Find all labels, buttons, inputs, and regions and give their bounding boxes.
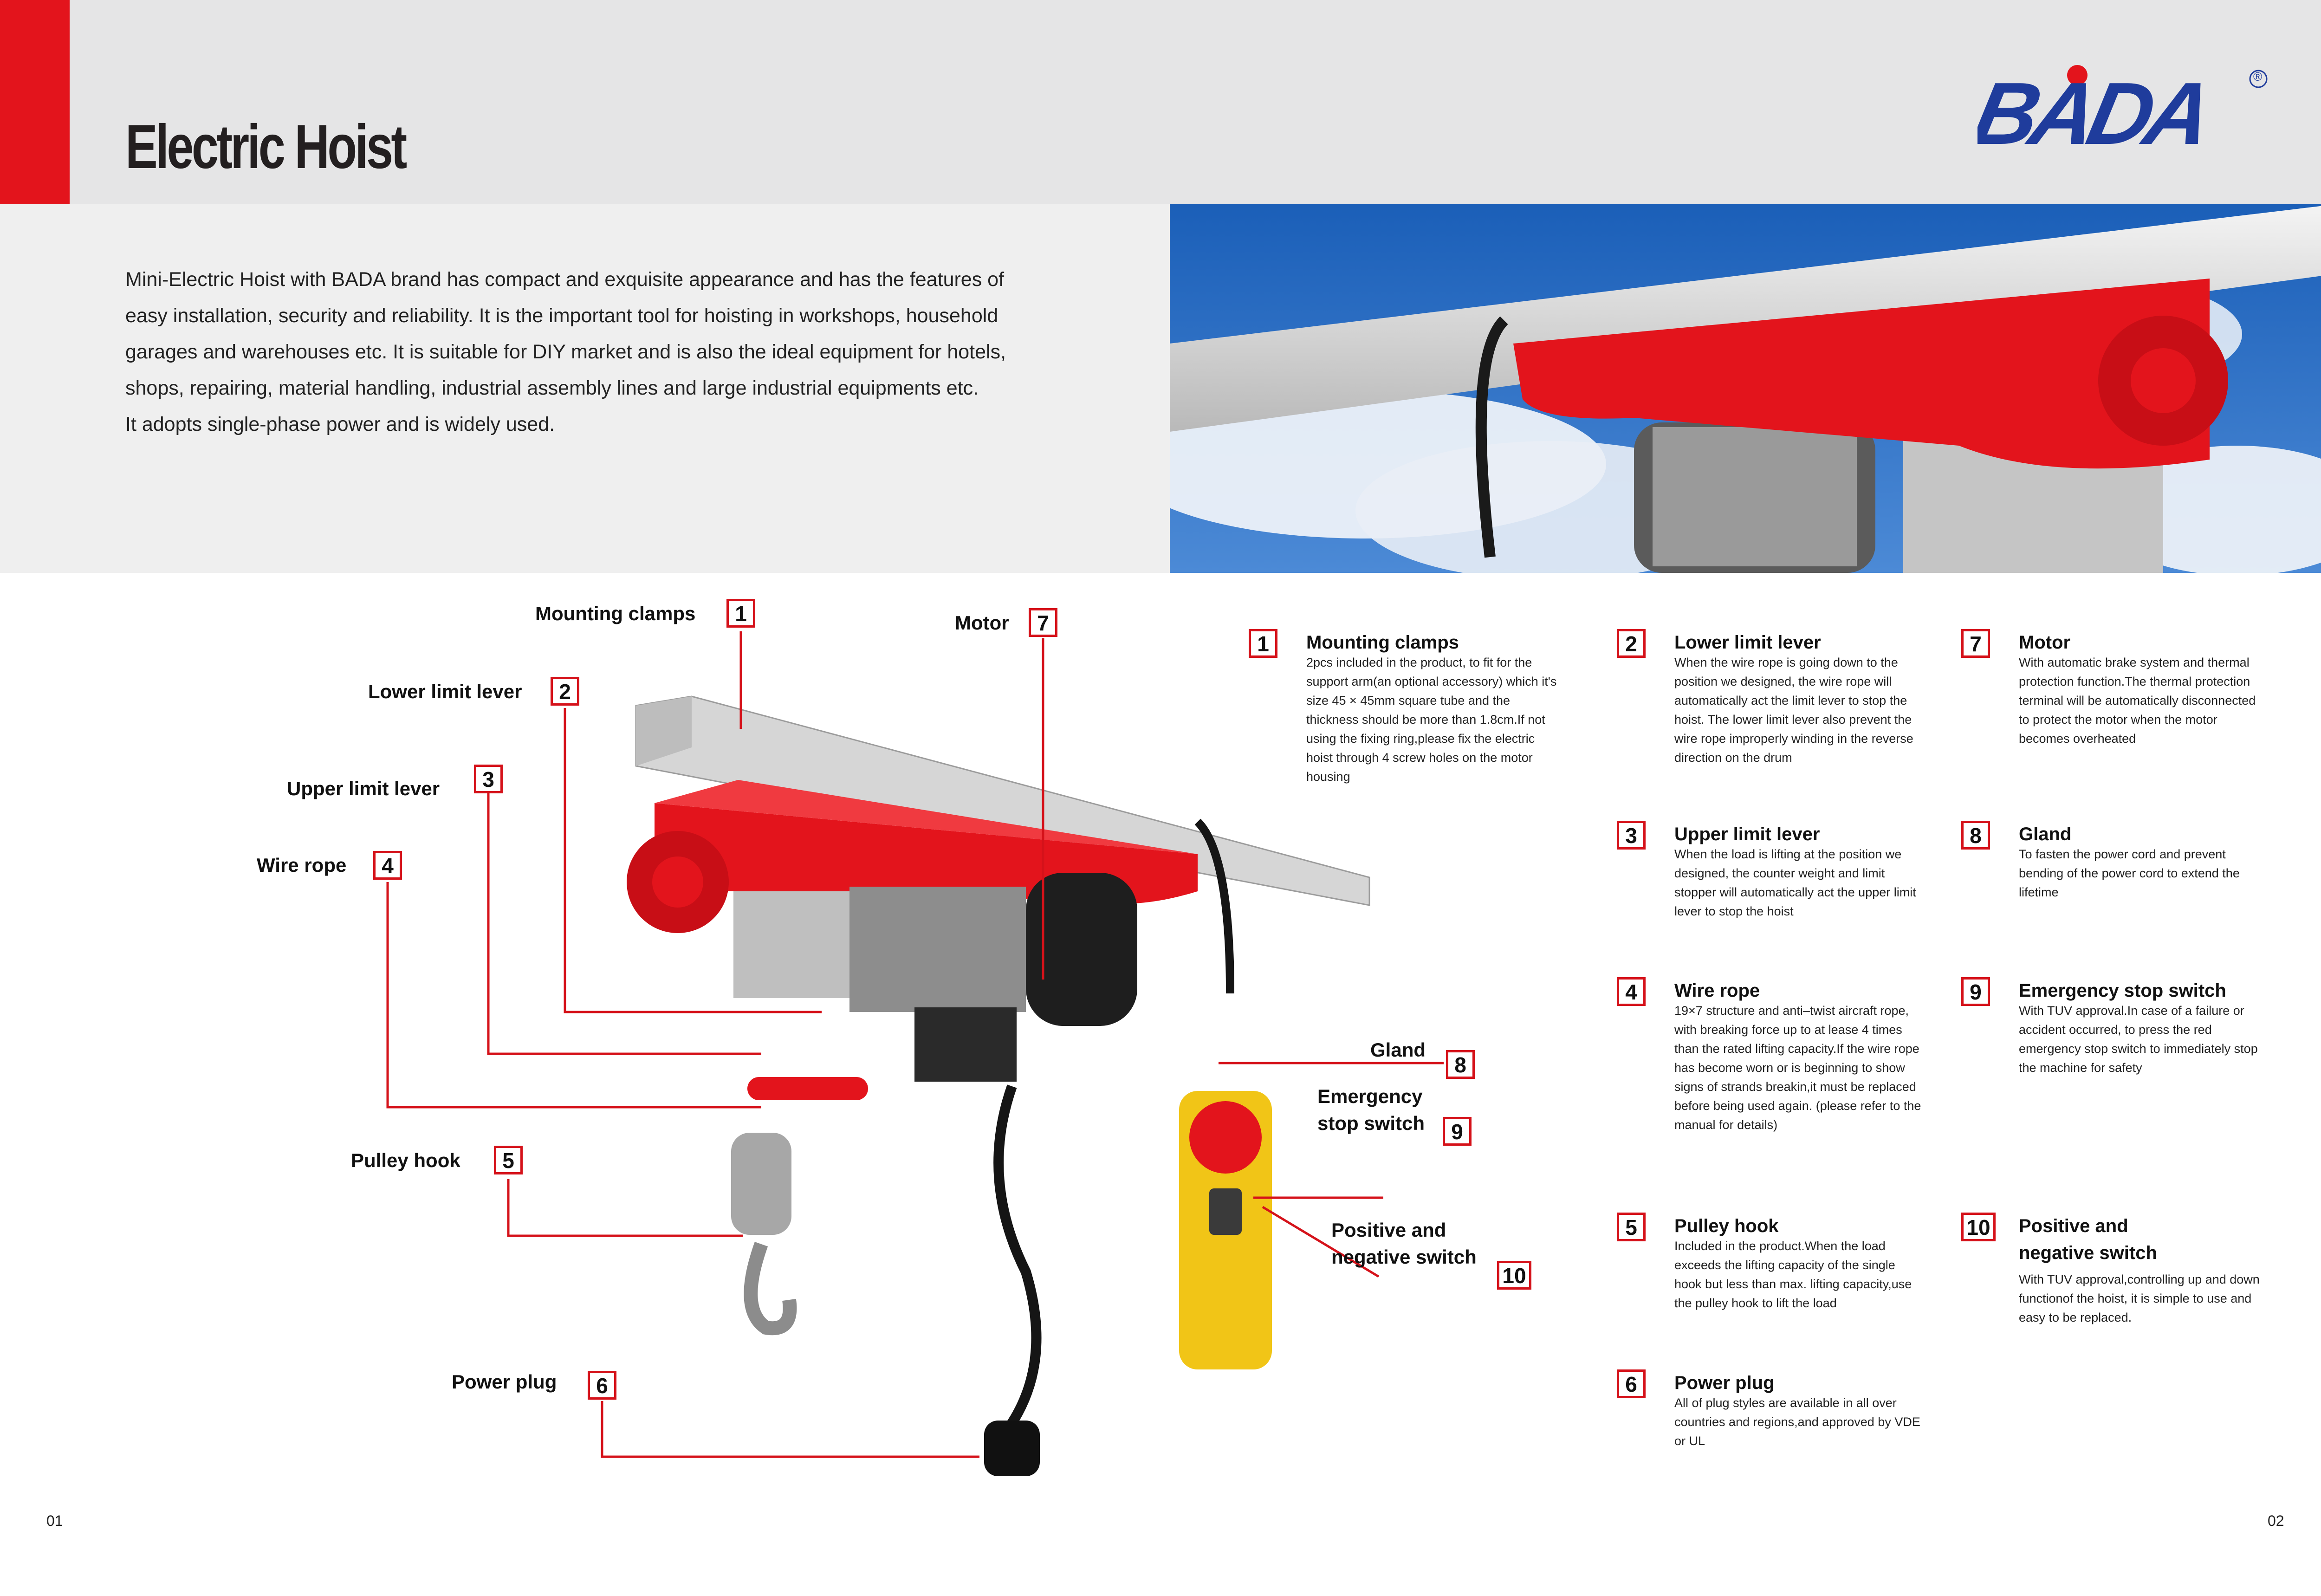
spec-title: Motor: [2019, 632, 2071, 653]
callout-label-positive-and: Positive and: [1331, 1219, 1446, 1241]
callout-number-4: 4: [373, 851, 402, 880]
spec-title: Lower limit lever: [1674, 632, 1821, 653]
spec-number: 9: [1961, 977, 1990, 1006]
callout-number-3: 3: [474, 765, 503, 793]
callout-number-7: 7: [1029, 608, 1057, 637]
spec-description: Included in the product.When the load exceeds the lifting capacity of the single hook but less than max. lifting capacity,use the pulley hook to lift the load: [1674, 1239, 1912, 1310]
intro-line: garages and warehouses etc. It is suitable for DIY market and is also the ideal equipment for hotels,: [125, 341, 1006, 363]
spec-description: All of plug styles are available in all over countries and regions,and approved by VDE or UL: [1674, 1396, 1920, 1448]
spec-description: 19×7 structure and anti–twist aircraft rope, with breaking force up to at lease 4 times than the rated lifting capacity.If the wire rope has become worn or is beginning to show signs of strands breakin,it must be replaced before being used again. (please refer to the manual for details): [1674, 1004, 1921, 1132]
callout-number-6: 6: [588, 1371, 616, 1400]
callout-label-stop-switch: stop switch: [1317, 1112, 1425, 1134]
spec-number: 7: [1961, 629, 1990, 658]
spec-title-line2: negative switch: [2019, 1243, 2157, 1263]
intro-line: Mini-Electric Hoist with BADA brand has compact and exquisite appearance and has the features of: [125, 268, 1005, 291]
intro-line: shops, repairing, material handling, industrial assembly lines and large industrial equipments etc.: [125, 377, 979, 399]
spec-number: 6: [1617, 1369, 1646, 1398]
spec-description: When the load is lifting at the position we designed, the counter weight and limit stopper will automatically act the upper limit lever to stop the hoist: [1674, 847, 1916, 918]
svg-text:BADA: BADA: [1977, 64, 2215, 153]
callout-label-wire-rope: Wire rope: [257, 854, 347, 876]
spec-number: 1: [1249, 629, 1277, 658]
registered-mark: ®: [2253, 70, 2263, 84]
callout-number-2: 2: [551, 677, 579, 706]
spec-number: 8: [1961, 821, 1990, 850]
spec-number: 5: [1617, 1213, 1646, 1241]
spec-title: Emergency stop switch: [2019, 980, 2226, 1001]
spec-number: 10: [1961, 1213, 1996, 1241]
callout-label-pulley-hook: Pulley hook: [351, 1149, 460, 1171]
spec-description: With TUV approval,controlling up and down functionof the hoist, it is simple to use and easy to be replaced.: [2019, 1272, 2260, 1324]
callout-label-gland: Gland: [1370, 1039, 1426, 1061]
callout-number-5: 5: [494, 1146, 523, 1174]
page-number-left: 01: [46, 1512, 63, 1529]
callout-label-power-plug: Power plug: [452, 1371, 557, 1393]
intro-line: easy installation, security and reliability. It is the important tool for hoisting in workshops, household: [125, 305, 998, 327]
callout-number-1: 1: [726, 599, 755, 628]
spec-title: Mounting clamps: [1306, 632, 1459, 653]
spec-description: To fasten the power cord and prevent bending of the power cord to extend the lifetime: [2019, 847, 2240, 899]
spec-title: Power plug: [1674, 1373, 1775, 1393]
spec-description: 2pcs included in the product, to fit for the support arm(an optional accessory) which it's size 45 × 45mm square tube and the thickness should be more than 1.8cm.If not using the fixing ring,please fix the electric hoist through 4 screw holes on the motor housing: [1306, 655, 1557, 784]
spec-description: With TUV approval.In case of a failure or accident occurred, to press the red emergency stop switch to immediately stop the machine for safety: [2019, 1004, 2258, 1075]
spec-title: Positive and: [2019, 1216, 2128, 1236]
callout-number-8: 8: [1446, 1050, 1475, 1079]
spec-number: 2: [1617, 629, 1646, 658]
intro-line: It adopts single-phase power and is widely used.: [125, 413, 555, 435]
spec-number: 3: [1617, 821, 1646, 850]
callout-number-10: 10: [1497, 1261, 1531, 1290]
callout-label-negative-switch: negative switch: [1331, 1246, 1477, 1268]
spec-number: 4: [1617, 977, 1646, 1006]
callout-label-emergency: Emergency: [1317, 1085, 1423, 1107]
spec-description: When the wire rope is going down to the position we designed, the wire rope will automatically act the limit lever to stop the hoist. The lower limit lever also prevent the wire rope improperly winding in the reverse direction on the drum: [1674, 655, 1913, 765]
callout-label-motor: Motor: [955, 612, 1009, 634]
callout-label-upper-limit-lever: Upper limit lever: [287, 778, 440, 799]
spec-title: Wire rope: [1674, 980, 1760, 1001]
spec-title: Pulley hook: [1674, 1216, 1779, 1236]
callout-number-9: 9: [1443, 1117, 1472, 1146]
spec-title: Upper limit lever: [1674, 824, 1820, 844]
callout-label-lower-limit-lever: Lower limit lever: [368, 681, 522, 702]
page-title: Electric Hoist: [125, 112, 405, 182]
page-number-right: 02: [2268, 1512, 2284, 1529]
spec-description: With automatic brake system and thermal protection function.The thermal protection terminal will be automatically disconnected to protect the motor when the motor becomes overheated: [2019, 655, 2256, 746]
spec-title: Gland: [2019, 824, 2072, 844]
callout-label-mounting-clamps: Mounting clamps: [535, 603, 696, 624]
